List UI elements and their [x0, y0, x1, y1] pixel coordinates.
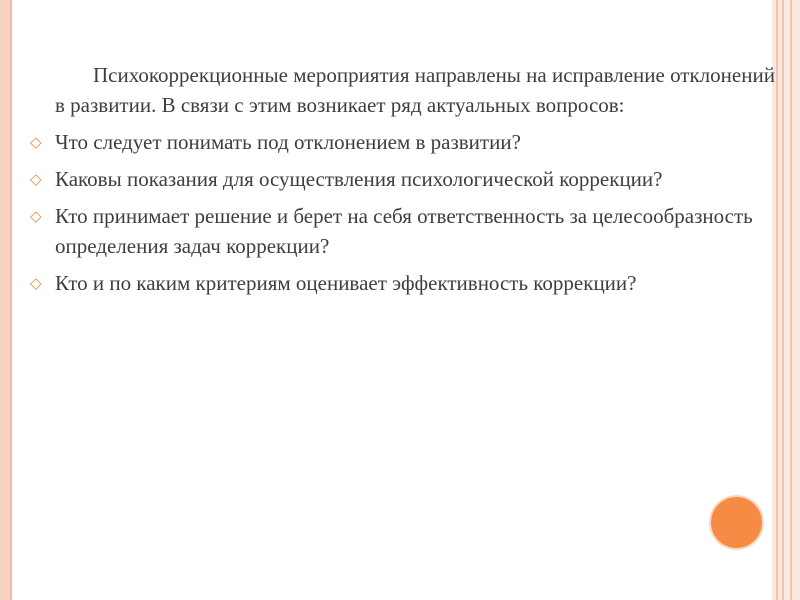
diamond-bullet-icon: ◇ — [30, 207, 42, 225]
diamond-bullet-icon: ◇ — [30, 170, 42, 188]
orange-circle-decoration — [711, 497, 762, 548]
list-item-text: Каковы показания для осуществления психологической коррекции? — [55, 167, 663, 191]
list-item — [30, 127, 775, 157]
list-item-text: Что следует понимать под отклонением в развитии? — [55, 130, 521, 154]
diamond-bullet-icon: ◇ — [30, 133, 42, 151]
right-border-line — [776, 0, 778, 600]
slide-content — [30, 60, 775, 305]
list-item-text: Кто принимает решение и берет на себя ответственность за целесообразность определения задач коррекции? — [55, 204, 753, 258]
list-item — [30, 164, 775, 194]
right-border-line — [782, 0, 784, 600]
question-list — [30, 127, 775, 298]
intro-paragraph: Психокоррекционные мероприятия направлены на исправление отклонений в развитии. В связи с этим возникает ряд актуальных вопросов: — [55, 63, 775, 117]
left-border-decoration — [0, 0, 12, 600]
diamond-bullet-icon: ◇ — [30, 274, 42, 292]
list-item — [30, 201, 775, 261]
list-item-text: Кто и по каким критериям оценивает эффективность коррекции? — [55, 271, 637, 295]
right-border-line — [790, 0, 792, 600]
list-item — [30, 268, 775, 298]
